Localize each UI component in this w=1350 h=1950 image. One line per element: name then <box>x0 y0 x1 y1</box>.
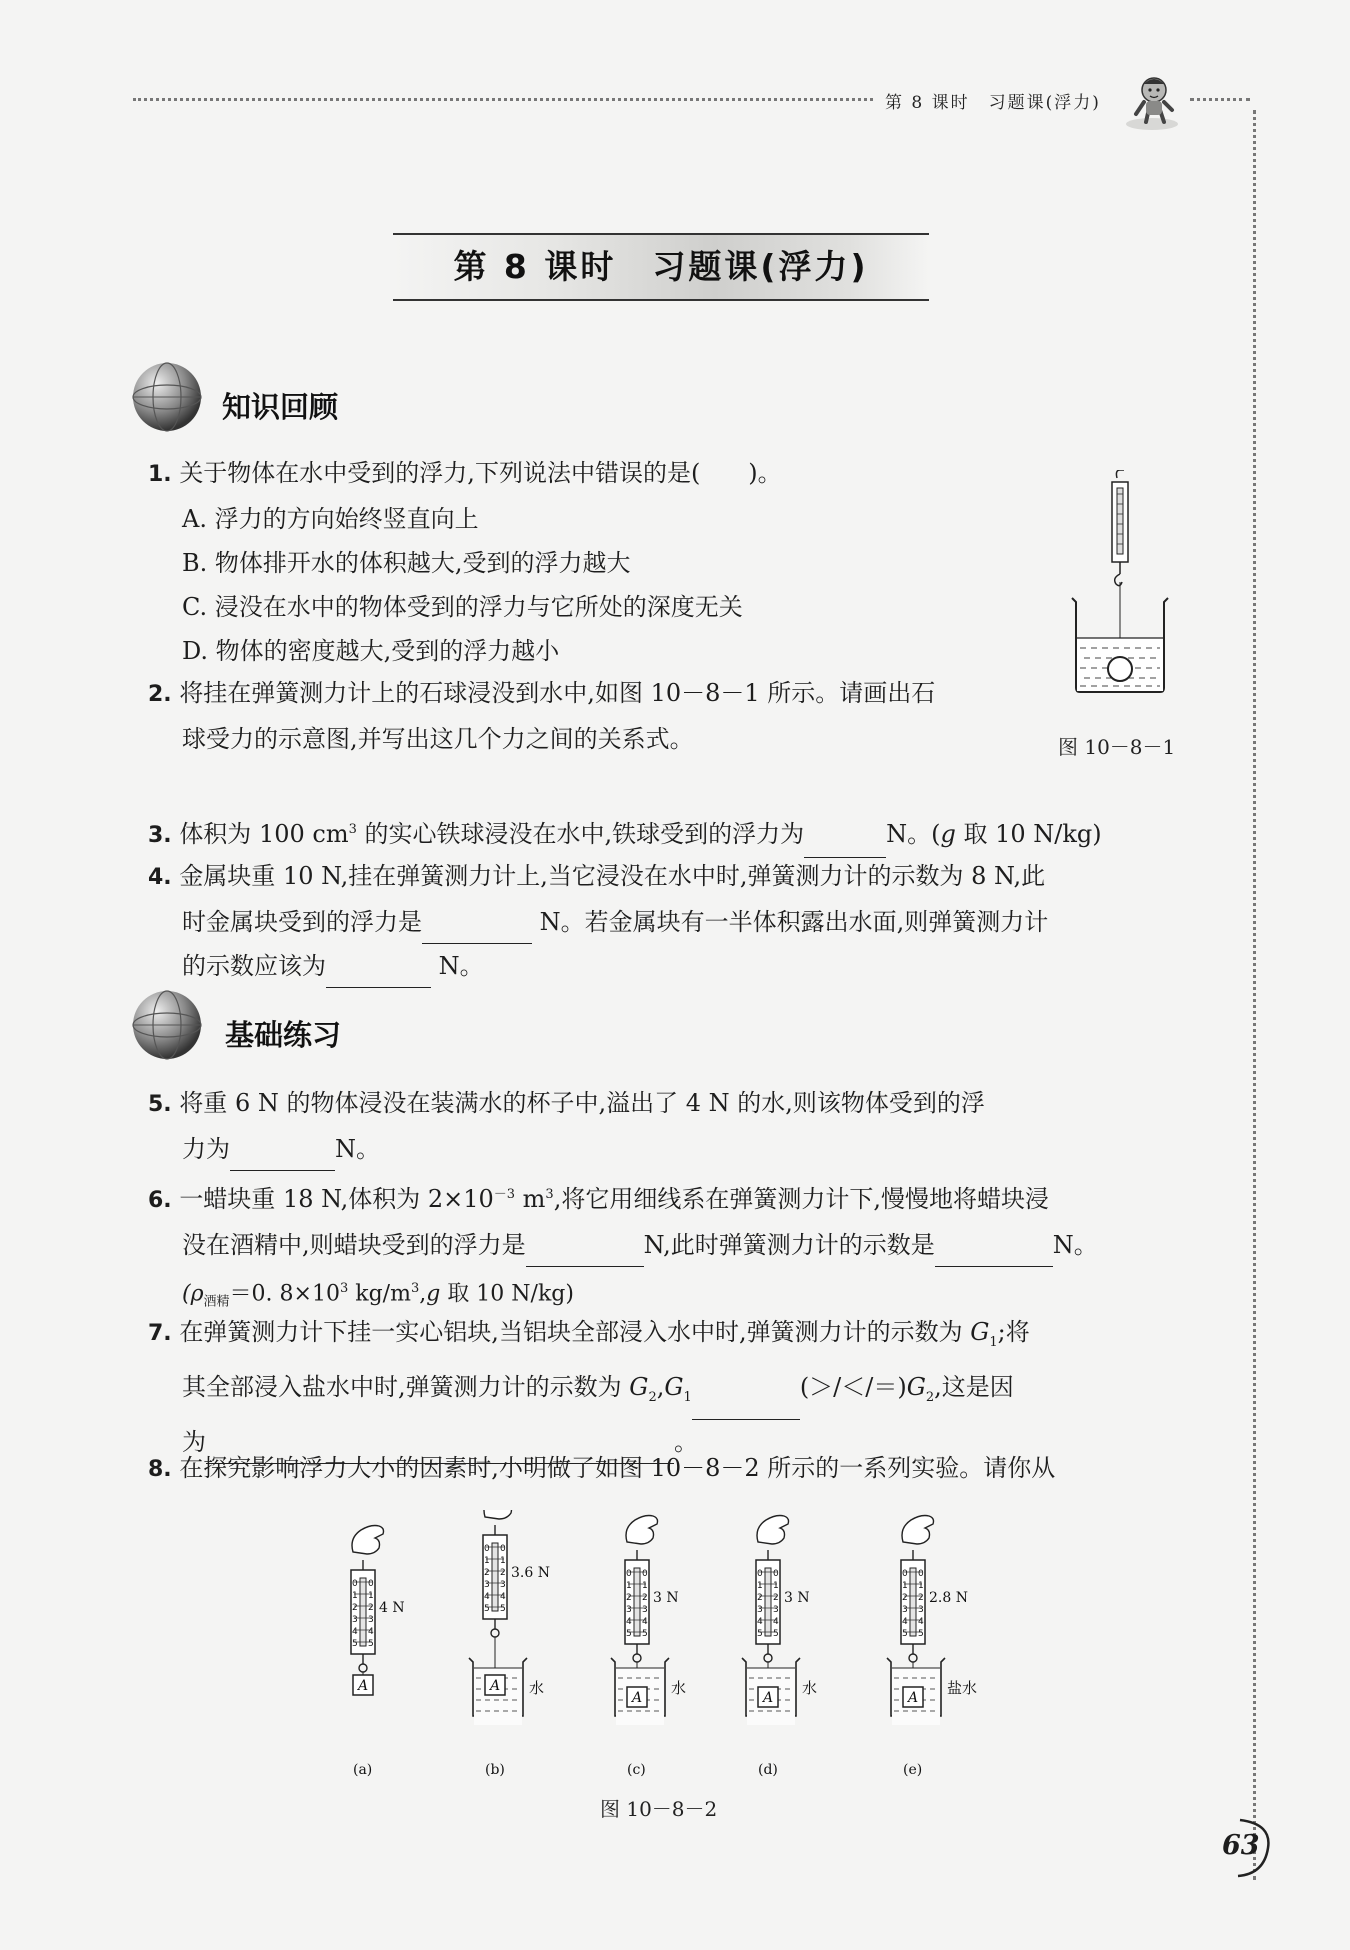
scale-tick-label: 5 <box>773 1629 779 1639</box>
option-c: C. 浸没在水中的物体受到的浮力与它所处的深度无关 <box>182 593 743 621</box>
option-a: A. 浮力的方向始终竖直向上 <box>182 505 479 533</box>
scale-tick-label: 0 <box>918 1569 924 1579</box>
scale-tick-label: 5 <box>484 1604 490 1614</box>
question-line: 金属块重 10 N,挂在弹簧测力计上,当它浸没在水中时,弹簧测力计的示数为 8 N,此 <box>179 862 1046 890</box>
scale-tick-label: 5 <box>757 1629 763 1639</box>
block-label: A <box>490 1678 501 1694</box>
scale-tick-label: 5 <box>352 1639 358 1649</box>
subscript: 1 <box>683 1389 692 1405</box>
superscript: 3 <box>410 1281 420 1296</box>
question-6 <box>148 1173 1198 1325</box>
answer-blank[interactable] <box>422 917 532 944</box>
subscript: 酒精 <box>203 1294 230 1310</box>
question-3 <box>148 808 1198 858</box>
liquid-label: 水 <box>529 1679 545 1697</box>
experiment-panel <box>469 1510 550 1778</box>
scale-tick-label: 0 <box>902 1569 908 1579</box>
block-label: A <box>358 1678 369 1694</box>
subscript: 2 <box>925 1389 935 1405</box>
question-text: ,将它用细线系在弹簧测力计下,慢慢地将蜡块浸 <box>553 1185 1049 1213</box>
question-4 <box>148 854 1198 988</box>
hook-icon <box>491 1629 499 1637</box>
scale-tick-label: 5 <box>918 1629 924 1639</box>
question-text: 没在酒精中,则蜡块受到的浮力是 <box>182 1231 526 1259</box>
question-text: 为 <box>182 1427 206 1456</box>
subscript: 2 <box>648 1389 657 1405</box>
scale-reading: 2.8 N <box>929 1590 968 1606</box>
scale-tick-label: 0 <box>773 1569 779 1579</box>
symbol-g: g <box>426 1281 441 1307</box>
question-text: 一蜡块重 18 N,体积为 2×10 <box>179 1185 494 1213</box>
figure-10-8-1 <box>1060 470 1190 720</box>
symbol-g2: G <box>906 1372 926 1401</box>
hand-icon <box>484 1510 516 1519</box>
scale-tick-label: 4 <box>757 1617 763 1627</box>
scale-tick-label: 1 <box>484 1556 490 1566</box>
chapter-title: 第 8 课时 习题课(浮力) <box>453 247 869 286</box>
question-line: 将挂在弹簧测力计上的石球浸没到水中,如图 10－8－1 所示。请画出石 <box>179 679 936 707</box>
scale-tick-label: 3 <box>902 1605 908 1615</box>
scale-tick-label: 5 <box>368 1639 374 1649</box>
scale-tick-label: 3 <box>500 1580 506 1590</box>
question-text: 。 <box>674 1427 698 1456</box>
scale-tick-label: 3 <box>484 1580 490 1590</box>
scale-reading: 3 N <box>784 1590 810 1606</box>
question-stem: 关于物体在水中受到的浮力,下列说法中错误的是( )。 <box>179 459 782 487</box>
scale-tick-label: 2 <box>757 1593 763 1603</box>
scale-tick-label: 4 <box>642 1617 648 1627</box>
question-5 <box>148 1081 1198 1171</box>
question-text: 的示数应该为 <box>182 952 326 980</box>
question-text: , <box>656 1372 665 1401</box>
figure-caption: 图 10－8－2 <box>600 1797 718 1821</box>
question-1 <box>148 451 868 673</box>
globe-icon <box>130 360 204 438</box>
scale-reading: 4 N <box>379 1600 405 1616</box>
superscript: 3 <box>545 1187 554 1202</box>
hook-icon <box>764 1654 772 1662</box>
question-text: N。 <box>335 1135 380 1163</box>
scale-tick-label: 1 <box>757 1581 763 1591</box>
scale-tick-label: 4 <box>352 1627 358 1637</box>
scale-tick-label: 0 <box>642 1569 648 1579</box>
superscript: －3 <box>493 1187 516 1202</box>
liquid-label: 盐水 <box>947 1679 978 1697</box>
question-text: 时金属块受到的浮力是 <box>182 908 422 936</box>
question-7 <box>148 1310 1198 1464</box>
scale-tick-label: 3 <box>352 1615 358 1625</box>
question-text: N。( <box>886 820 941 848</box>
superscript: 3 <box>348 822 357 837</box>
question-text: 取 10 N/kg) <box>440 1281 574 1307</box>
option-b: B. 物体排开水的体积越大,受到的浮力越大 <box>182 549 631 577</box>
scale-tick-label: 4 <box>902 1617 908 1627</box>
question-number: 3. <box>148 823 172 848</box>
option-d: D. 物体的密度越大,受到的浮力越小 <box>182 637 560 665</box>
scale-tick-label: 2 <box>642 1593 648 1603</box>
question-text: 取 10 N/kg) <box>955 820 1102 848</box>
question-text: N。若金属块有一半体积露出水面,则弹簧测力计 <box>532 908 1049 936</box>
scale-tick-label: 1 <box>902 1581 908 1591</box>
hook-icon <box>633 1654 641 1662</box>
scale-tick-label: 2 <box>918 1593 924 1603</box>
scale-tick-label: 3 <box>918 1605 924 1615</box>
symbol-g2: G <box>629 1372 649 1401</box>
block-label: A <box>908 1690 919 1706</box>
scale-tick-label: 5 <box>626 1629 632 1639</box>
question-text: kg/m <box>348 1281 411 1307</box>
hand-icon <box>626 1516 658 1545</box>
scale-tick-label: 4 <box>368 1627 374 1637</box>
scale-tick-label: 0 <box>484 1544 490 1554</box>
scale-tick-label: 2 <box>500 1568 506 1578</box>
scale-tick-label: 2 <box>626 1593 632 1603</box>
scale-tick-label: 1 <box>352 1591 358 1601</box>
spring-scale-slot <box>360 1578 366 1646</box>
spring-scale-slot <box>910 1568 916 1636</box>
question-2 <box>148 671 1048 761</box>
scale-tick-label: 1 <box>918 1581 924 1591</box>
running-title: 第 8 课时 习题课(浮力) <box>885 93 1101 113</box>
scale-tick-label: 3 <box>642 1605 648 1615</box>
spring-scale-slot <box>634 1568 640 1636</box>
header-dotted-rule <box>133 98 873 101</box>
scale-tick-label: 2 <box>902 1593 908 1603</box>
liquid-label: 水 <box>802 1679 818 1697</box>
scale-tick-label: 4 <box>773 1617 779 1627</box>
question-line: 在探究影响浮力大小的因素时,小明做了如图 10－8－2 所示的一系列实验。请你从 <box>179 1454 1056 1482</box>
scale-reading: 3.6 N <box>511 1565 550 1581</box>
question-text: ＝0. 8×10 <box>229 1281 340 1307</box>
scale-reading: 3 N <box>653 1590 679 1606</box>
symbol-rho: (ρ <box>182 1281 204 1307</box>
scale-tick-label: 3 <box>626 1605 632 1615</box>
mascot-icon <box>1120 72 1184 132</box>
hook-icon <box>359 1664 367 1672</box>
symbol-g: g <box>940 820 956 848</box>
scale-tick-label: 0 <box>757 1569 763 1579</box>
question-text: m <box>515 1185 546 1213</box>
question-number: 6. <box>148 1188 172 1213</box>
scale-tick-label: 5 <box>500 1604 506 1614</box>
scale-tick-label: 3 <box>757 1605 763 1615</box>
question-text: 力为 <box>182 1135 230 1163</box>
question-text: 在弹簧测力计下挂一实心铝块,当铝块全部浸入水中时,弹簧测力计的示数为 <box>179 1318 971 1346</box>
scale-tick-label: 0 <box>368 1579 374 1589</box>
question-number: 2. <box>148 682 172 707</box>
spring-scale-slot <box>492 1543 498 1611</box>
subscript: 1 <box>989 1334 998 1350</box>
panel-label: (b) <box>485 1762 505 1778</box>
hook-icon <box>909 1654 917 1662</box>
hand-icon <box>352 1526 384 1555</box>
chapter-title-box <box>393 233 929 301</box>
question-text: N,此时弹簧测力计的示数是 <box>643 1231 935 1259</box>
figure-caption: 图 10－8－1 <box>1058 735 1176 759</box>
scale-tick-label: 1 <box>626 1581 632 1591</box>
liquid-label: 水 <box>671 1679 687 1697</box>
scale-tick-label: 2 <box>773 1593 779 1603</box>
experiment-panel <box>351 1526 405 1779</box>
scale-tick-label: 2 <box>352 1603 358 1613</box>
question-text: (＞/＜/＝) <box>799 1372 907 1401</box>
section-title-review: 知识回顾 <box>222 390 339 424</box>
answer-blank[interactable] <box>935 1240 1053 1267</box>
question-line: 将重 6 N 的物体浸没在装满水的杯子中,溢出了 4 N 的水,则该物体受到的浮 <box>179 1089 985 1117</box>
question-text: ;将 <box>997 1318 1030 1346</box>
panel-label: (c) <box>627 1762 646 1778</box>
panel-label: (a) <box>353 1762 373 1778</box>
question-text: ,这是因 <box>934 1372 1014 1401</box>
spring-scale-slot <box>765 1568 771 1636</box>
question-text: N。 <box>431 952 484 980</box>
scale-tick-label: 4 <box>484 1592 490 1602</box>
scale-tick-label: 4 <box>626 1617 632 1627</box>
question-8 <box>148 1446 1198 1492</box>
figure-10-8-2 <box>330 1510 1010 1790</box>
scale-tick-label: 1 <box>368 1591 374 1601</box>
scale-tick-label: 4 <box>500 1592 506 1602</box>
answer-blank[interactable] <box>326 961 431 988</box>
question-text: 体积为 100 cm <box>179 820 349 848</box>
scale-tick-label: 0 <box>626 1569 632 1579</box>
question-number: 5. <box>148 1092 172 1117</box>
scale-tick-label: 1 <box>500 1556 506 1566</box>
scale-tick-label: 1 <box>642 1581 648 1591</box>
hand-icon <box>757 1516 789 1545</box>
answer-blank[interactable] <box>692 1393 800 1420</box>
superscript: 3 <box>339 1281 349 1296</box>
globe-icon <box>130 988 204 1066</box>
question-text: , <box>419 1281 427 1307</box>
symbol-g1: G <box>664 1372 684 1401</box>
question-number: 7. <box>148 1321 172 1346</box>
answer-blank[interactable] <box>230 1144 335 1171</box>
scale-tick-label: 0 <box>352 1579 358 1589</box>
question-text: 的实心铁球浸没在水中,铁球受到的浮力为 <box>356 820 805 848</box>
symbol-g1: G <box>970 1318 990 1346</box>
experiment-panel <box>742 1516 817 1779</box>
scale-tick-label: 2 <box>484 1568 490 1578</box>
scale-tick-label: 1 <box>773 1581 779 1591</box>
question-number: 4. <box>148 865 172 890</box>
scale-tick-label: 0 <box>500 1544 506 1554</box>
header-dotted-rule-right <box>1190 98 1250 101</box>
hand-icon <box>902 1516 934 1545</box>
panel-label: (e) <box>903 1762 923 1778</box>
scale-tick-label: 4 <box>918 1617 924 1627</box>
scale-tick-label: 5 <box>902 1629 908 1639</box>
panel-label: (d) <box>758 1762 778 1778</box>
scale-tick-label: 2 <box>368 1603 374 1613</box>
question-number: 1. <box>148 462 172 487</box>
right-margin-dotted-rule <box>1253 110 1256 1880</box>
question-number: 8. <box>148 1457 172 1482</box>
scale-tick-label: 3 <box>368 1615 374 1625</box>
section-title-practice: 基础练习 <box>225 1018 342 1052</box>
scale-tick-label: 5 <box>642 1629 648 1639</box>
question-line: 球受力的示意图,并写出这几个力之间的关系式。 <box>182 725 694 753</box>
question-text: 其全部浸入盐水中时,弹簧测力计的示数为 <box>182 1372 630 1401</box>
scale-tick-label: 3 <box>773 1605 779 1615</box>
block-label: A <box>763 1690 774 1706</box>
question-text: N。 <box>1052 1231 1098 1259</box>
answer-blank[interactable] <box>526 1240 644 1267</box>
experiment-panel <box>887 1516 977 1779</box>
figure-10-8-2-drawing <box>330 1510 1010 1790</box>
experiment-panel <box>611 1516 686 1779</box>
block-label: A <box>632 1690 643 1706</box>
page-number: 63 <box>1222 1830 1260 1861</box>
